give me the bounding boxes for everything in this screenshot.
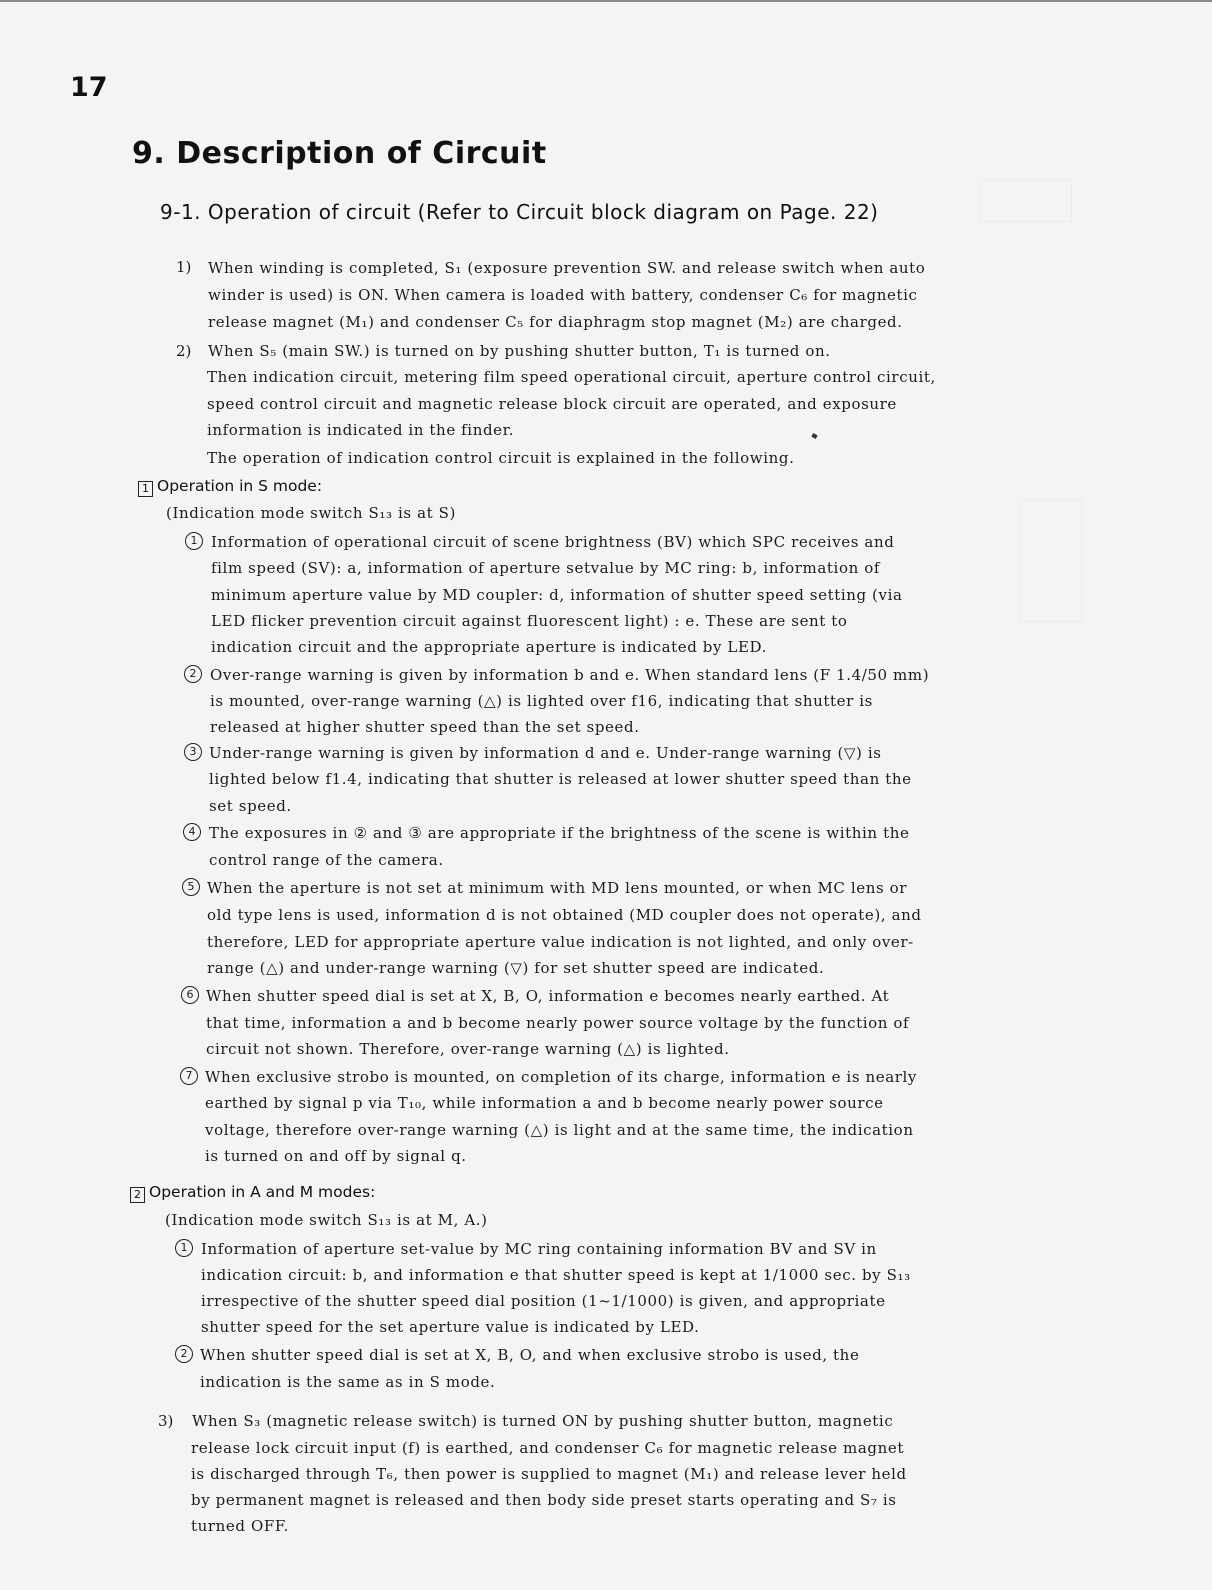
section-box-number: 1 — [138, 481, 153, 497]
paragraph-line: When the aperture is not set at minimum with MD lens mounted, or when MC lens or — [207, 879, 908, 897]
paragraph-line: set speed. — [209, 797, 292, 815]
paragraph-line: Information of operational circuit of scene brightness (BV) which SPC receives and — [211, 533, 895, 551]
s-mode-note: (Indication mode switch S₁₃ is at S) — [166, 504, 456, 522]
paragraph-line: is discharged through T₆, then power is supplied to magnet (M₁) and release lever held — [191, 1465, 907, 1483]
circled-number: 2 — [184, 665, 202, 683]
paragraph-line: When S₅ (main SW.) is turned on by pushing shutter button, T₁ is turned on. — [208, 342, 831, 360]
paragraph-line: earthed by signal p via T₁₀, while information a and b become nearly power source — [205, 1094, 884, 1112]
paragraph-line: Over-range warning is given by information b and e. When standard lens (F 1.4/50 mm) — [210, 666, 930, 684]
s-mode-heading — [138, 476, 322, 497]
circled-number: 1 — [185, 532, 203, 550]
paragraph-line: release lock circuit input (f) is earthed, and condenser C₆ for magnetic release magnet — [191, 1439, 904, 1457]
page-title: 9. Description of Circuit — [132, 136, 547, 171]
paragraph-line: The exposures in ② and ③ are appropriate if the brightness of the scene is within the — [209, 824, 910, 842]
paragraph-line: range (△) and under-range warning (▽) for set shutter speed are indicated. — [207, 959, 825, 977]
circled-number: 5 — [182, 878, 200, 896]
paragraph-line: is mounted, over-range warning (△) is lighted over f16, indicating that shutter is — [210, 692, 873, 710]
paragraph-line: by permanent magnet is released and then body side preset starts operating and S₇ is — [191, 1491, 897, 1509]
circled-number: 7 — [180, 1067, 198, 1085]
paragraph-line: winder is used) is ON. When camera is loaded with battery, condenser C₆ for magnetic — [208, 286, 918, 304]
paragraph-line: that time, information a and b become nearly power source voltage by the function of — [206, 1014, 910, 1032]
section-subtitle: 9-1. Operation of circuit (Refer to Circuit block diagram on Page. 22) — [160, 200, 879, 224]
paragraph-line: When shutter speed dial is set at X, B, O, and when exclusive strobo is used, the — [200, 1346, 860, 1364]
am-mode-note: (Indication mode switch S₁₃ is at M, A.) — [165, 1211, 488, 1229]
paragraph-line: film speed (SV): a, information of aperture setvalue by MC ring: b, information of — [211, 559, 880, 577]
bleed-through-shadow — [980, 180, 1072, 222]
scan-speck — [811, 433, 817, 439]
circled-number: 6 — [181, 986, 199, 1004]
list-number: 2) — [176, 342, 192, 360]
paragraph-line: voltage, therefore over-range warning (△) is light and at the same time, the indication — [205, 1121, 914, 1139]
list-number: 3) — [158, 1412, 174, 1430]
list-number: 1) — [176, 258, 192, 276]
paragraph-line: old type lens is used, information d is not obtained (MD coupler does not operate), and — [207, 906, 922, 924]
paragraph-line: is turned on and off by signal q. — [205, 1147, 467, 1165]
paragraph-line: When exclusive strobo is mounted, on completion of its charge, information e is nearly — [205, 1068, 918, 1086]
paragraph-line: turned OFF. — [191, 1517, 289, 1535]
paragraph-line: indication circuit and the appropriate aperture is indicated by LED. — [211, 638, 767, 656]
paragraph-line: Information of aperture set-value by MC ring containing information BV and SV in — [201, 1240, 877, 1258]
am-mode-heading — [130, 1182, 375, 1203]
s-mode-heading-text: Operation in S mode: — [157, 477, 323, 495]
paragraph-line: Then indication circuit, metering film speed operational circuit, aperture control circuit, — [207, 368, 936, 386]
circled-number: 2 — [175, 1345, 193, 1363]
paragraph-line: circuit not shown. Therefore, over-range warning (△) is lighted. — [206, 1040, 730, 1058]
paragraph-line: shutter speed for the set aperture value is indicated by LED. — [201, 1318, 700, 1336]
paragraph-line: indication circuit: b, and information e that shutter speed is kept at 1/1000 sec. by S₁₃ — [201, 1266, 911, 1284]
paragraph-line: Under-range warning is given by information d and e. Under-range warning (▽) is — [209, 744, 882, 762]
bleed-through-shadow — [1020, 500, 1082, 622]
scan-top-edge — [0, 0, 1212, 2]
am-mode-heading-text: Operation in A and M modes: — [149, 1183, 376, 1201]
paragraph-line: When winding is completed, S₁ (exposure prevention SW. and release switch when auto — [208, 259, 926, 277]
paragraph-line: irrespective of the shutter speed dial position (1~1/1000) is given, and appropriate — [201, 1292, 886, 1310]
paragraph-line: When shutter speed dial is set at X, B, O, information e becomes nearly earthed. At — [206, 987, 890, 1005]
paragraph-line: control range of the camera. — [209, 851, 444, 869]
paragraph-line: lighted below f1.4, indicating that shutter is released at lower shutter speed than the — [209, 770, 912, 788]
circled-number: 4 — [183, 823, 201, 841]
circled-number: 1 — [175, 1239, 193, 1257]
paragraph-line: released at higher shutter speed than the set speed. — [210, 718, 640, 736]
paragraph-line: When S₃ (magnetic release switch) is turned ON by pushing shutter button, magnetic — [192, 1412, 894, 1430]
paragraph-line: The operation of indication control circuit is explained in the following. — [207, 449, 795, 467]
page-number: 17 — [70, 72, 108, 103]
section-box-number: 2 — [130, 1187, 145, 1203]
paragraph-line: LED flicker prevention circuit against fluorescent light) : e. These are sent to — [211, 612, 848, 630]
paragraph-line: therefore, LED for appropriate aperture value indication is not lighted, and only over- — [207, 933, 914, 951]
paragraph-line: information is indicated in the finder. — [207, 421, 515, 439]
circled-number: 3 — [184, 743, 202, 761]
paragraph-line: speed control circuit and magnetic release block circuit are operated, and exposure — [207, 395, 897, 413]
paragraph-line: release magnet (M₁) and condenser C₅ for diaphragm stop magnet (M₂) are charged. — [208, 313, 903, 331]
paragraph-line: indication is the same as in S mode. — [200, 1373, 496, 1391]
paragraph-line: minimum aperture value by MD coupler: d, information of shutter speed setting (via — [211, 586, 903, 604]
